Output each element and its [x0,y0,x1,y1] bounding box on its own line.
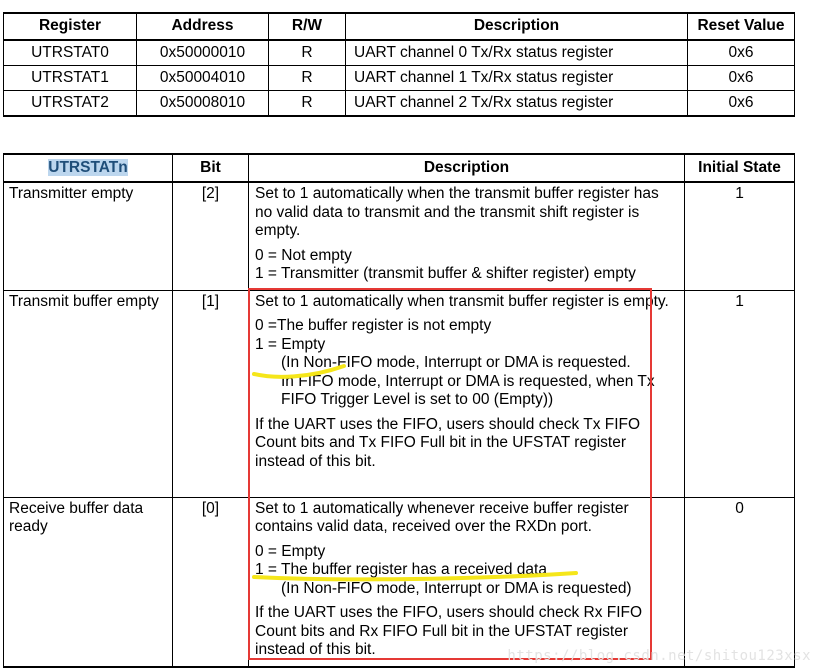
desc-value-0: 0 = Not empty [255,246,352,264]
cell-address: 0x50008010 [137,91,269,117]
cell-rw: R [269,91,346,117]
register-table-header [4,13,795,40]
header-initial-state: Initial State [685,154,795,182]
cell-initial-state: 0 [685,497,795,667]
header-address: Address [137,13,269,40]
cell-rw: R [269,40,346,66]
cell-rw: R [269,66,346,91]
cell-description: UART channel 2 Tx/Rx status register [346,91,688,117]
bit-field-table [3,153,795,668]
desc-value-0: 0 = Empty [255,542,326,560]
desc-value-1: 1 = The buffer register has a received data [255,561,547,578]
header-description: Description [346,13,688,40]
cell-reset-value: 0x6 [688,91,795,117]
table-row [4,66,795,91]
table-row [4,91,795,117]
desc-fifo-note: If the UART uses the FIFO, users should check Rx FIFO Count bits and Rx FIFO Full bit in the UFSTAT register instead of this bit. [255,604,643,658]
header-register: Register [4,13,137,40]
header-bit: Bit [173,154,249,182]
register-table [3,12,795,117]
header-rw: R/W [269,13,346,40]
cell-field-name: Transmit buffer empty [4,290,173,497]
cell-description [249,182,685,290]
desc-note: (In Non-FIFO mode, Interrupt or DMA is requested. [281,354,631,371]
desc-fifo-note: If the UART uses the FIFO, users should check Tx FIFO Count bits and Tx FIFO Full bit in the UFSTAT register instead of this bit. [255,415,641,470]
desc-text: Set to 1 automatically whenever receive buffer register contains valid data, received over the RXDn port. [255,499,629,535]
cell-initial-state: 1 [685,290,795,497]
watermark: https://blog.csdn.net/shitou123xsx [507,648,811,664]
desc-value-1: 1 = Empty [255,335,326,353]
cell-description [249,497,685,667]
desc-note: In FIFO mode, Interrupt or DMA is requested, when Tx FIFO Trigger Level is set to 00 (Empty)) [281,372,655,408]
cell-register: UTRSTAT2 [4,91,137,117]
table-row [4,497,795,667]
table-row [4,290,795,497]
cell-register: UTRSTAT0 [4,40,137,66]
table-row [4,40,795,66]
cell-bit: [1] [173,290,249,497]
cell-initial-state: 1 [685,182,795,290]
cell-bit: [2] [173,182,249,290]
table-row [4,182,795,290]
cell-address: 0x50000010 [137,40,269,66]
desc-value-0: 0 =The buffer register is not empty [255,317,492,334]
desc-note: (In Non-FIFO mode, Interrupt or DMA is requested) [281,579,632,597]
cell-description: UART channel 0 Tx/Rx status register [346,40,688,66]
cell-reset-value: 0x6 [688,40,795,66]
bit-table-header [4,154,795,182]
desc-text: Set to 1 automatically when the transmit buffer register has no valid data to transmit and the transmit shift register is empty. [255,185,659,239]
cell-bit: [0] [173,497,249,667]
desc-text: Set to 1 automatically when transmit buffer register is empty. [255,292,669,310]
cell-description [249,290,685,497]
desc-value-1: 1 = Transmitter (transmit buffer & shifter register) empty [255,265,636,282]
cell-field-name: Receive buffer data ready [4,497,173,667]
header-utrstatn [4,154,173,182]
header-description: Description [249,154,685,182]
cell-address: 0x50004010 [137,66,269,91]
header-reset-value: Reset Value [688,13,795,40]
cell-field-name: Transmitter empty [4,182,173,290]
cell-register: UTRSTAT1 [4,66,137,91]
cell-reset-value: 0x6 [688,66,795,91]
cell-description: UART channel 1 Tx/Rx status register [346,66,688,91]
utrstatn-label: UTRSTATn [48,158,128,176]
